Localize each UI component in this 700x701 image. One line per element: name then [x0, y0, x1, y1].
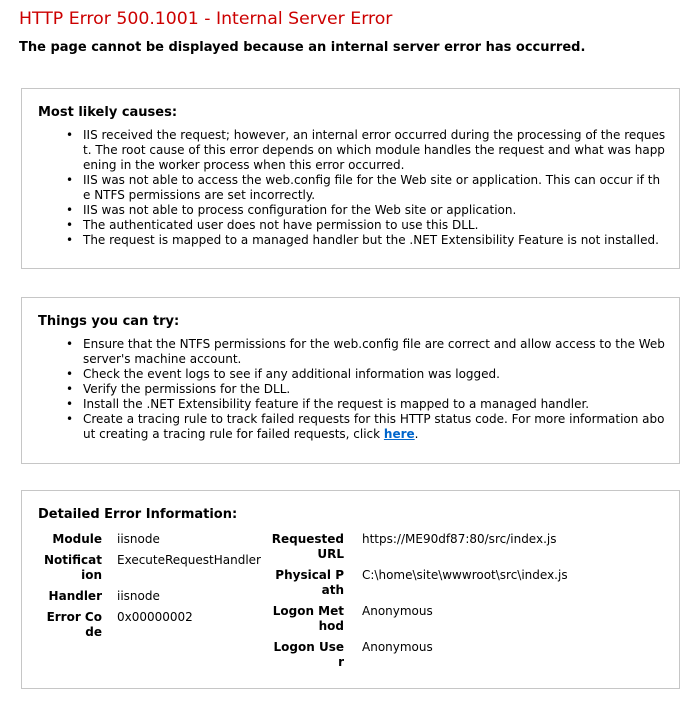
- detail-label: Notification: [44, 553, 102, 582]
- details-heading: Detailed Error Information:: [38, 507, 238, 522]
- try-list: [83, 337, 667, 442]
- detail-label: Logon User: [273, 640, 344, 669]
- try-item: • Verify the permissions for the DLL.: [83, 382, 667, 397]
- detail-row-logon-user: [268, 640, 568, 670]
- detail-value: 0x00000002: [117, 610, 193, 624]
- things-to-try-panel: [21, 297, 680, 464]
- detail-value: Anonymous: [362, 640, 433, 654]
- causes-heading: Most likely causes:: [38, 105, 178, 120]
- try-item: • Check the event logs to see if any additional information was logged.: [83, 367, 667, 382]
- detail-row-logon-method: [268, 604, 568, 634]
- error-subtitle: The page cannot be displayed because an internal server error has occurred.: [19, 40, 586, 55]
- detail-value: https://ME90df87:80/src/index.js: [362, 532, 557, 546]
- detail-value: C:\home\site\wwwroot\src\index.js: [362, 568, 568, 582]
- tracing-suffix: .: [414, 427, 419, 441]
- cause-item: • IIS received the request; however, an internal error occurred during the processing of the request. The root cause of this error depends on which module handles the request and what was happening in the worker process when this error occurred.: [83, 128, 667, 173]
- cause-item: • The request is mapped to a managed handler but the .NET Extensibility Feature is not installed.: [83, 233, 667, 248]
- detail-label: Requested URL: [271, 532, 344, 561]
- details-left-column: [40, 532, 267, 640]
- detail-value: iisnode: [117, 589, 160, 603]
- detailed-error-panel: [21, 490, 680, 689]
- detail-value: Anonymous: [362, 604, 433, 618]
- try-item: • Install the .NET Extensibility feature if the request is mapped to a managed handler.: [83, 397, 667, 412]
- causes-list: [83, 128, 667, 248]
- tracing-text: Create a tracing rule to track failed requests for this HTTP status code. For more information about creating a tracing rule for failed requests, click: [83, 412, 665, 441]
- detail-row-physical-path: [268, 568, 568, 598]
- detail-value: iisnode: [117, 532, 160, 546]
- detail-label: Module: [52, 532, 102, 546]
- try-heading: Things you can try:: [38, 314, 180, 329]
- cause-item: • The authenticated user does not have permission to use this DLL.: [83, 218, 667, 233]
- cause-item: • IIS was not able to access the web.config file for the Web site or application. This can occur if the NTFS permissions are set incorrectly.: [83, 173, 667, 203]
- cause-item: • IIS was not able to process configuration for the Web site or application.: [83, 203, 667, 218]
- detail-row-requested-url: [268, 532, 568, 562]
- detail-value: ExecuteRequestHandler: [117, 553, 261, 567]
- detail-label: Logon Method: [272, 604, 344, 633]
- here-link[interactable]: here: [383, 427, 415, 441]
- try-item: • Ensure that the NTFS permissions for the web.config file are correct and allow access to the Web server's machine account.: [83, 337, 667, 367]
- detail-label: Error Code: [46, 610, 102, 639]
- detail-row-handler: [40, 589, 267, 604]
- details-right-column: [268, 532, 568, 676]
- detail-label: Physical Path: [275, 568, 344, 597]
- try-item-tracing: [83, 412, 667, 442]
- causes-panel: [21, 88, 680, 269]
- detail-row-error-code: [40, 610, 267, 640]
- detail-label: Handler: [48, 589, 102, 603]
- error-title: HTTP Error 500.1001 - Internal Server Error: [19, 9, 393, 29]
- detail-row-notification: [40, 553, 267, 583]
- detail-row-module: [40, 532, 267, 547]
